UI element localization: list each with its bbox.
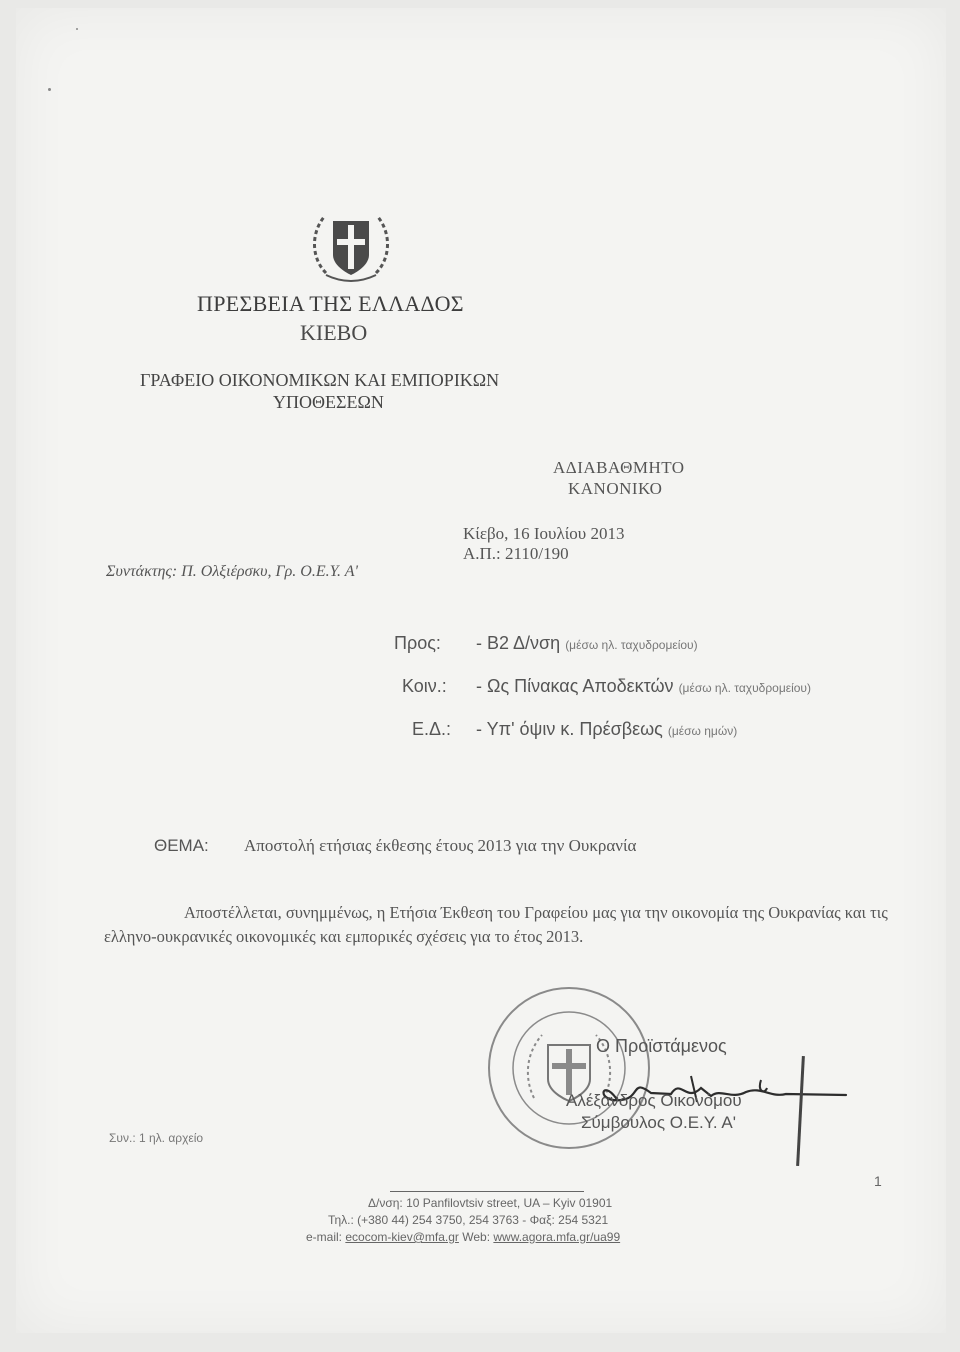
to-note: (μέσω ηλ. ταχυδρομείου) <box>565 638 698 652</box>
internal-distribution-label: Ε.Δ.: <box>412 719 452 739</box>
document-page <box>16 8 946 1333</box>
signatory-name: Αλέξανδρος Οικονόμου <box>566 1091 742 1110</box>
internal-note: (μέσω ημών) <box>667 724 738 738</box>
internal-distribution-value <box>476 719 737 740</box>
cc-recipient: - Ως Πίνακας Αποδεκτών <box>476 676 674 696</box>
protocol-number: Α.Π.: 2110/190 <box>463 544 569 563</box>
classification-priority: ΚΑΝΟΝΙΚΟ <box>568 479 663 498</box>
to-label: Προς: <box>394 633 441 653</box>
web-label: Web: <box>462 1230 491 1244</box>
to-value <box>476 633 698 654</box>
attachment-note: Συν.: 1 ηλ. αρχείο <box>109 1131 204 1145</box>
to-recipient: - Β2 Δ/νση <box>476 633 561 653</box>
scan-speck <box>48 88 51 91</box>
embassy-name: ΠΡΕΣΒΕΙΑ ΤΗΣ ΕΛΛΑΔΟΣ <box>197 291 464 316</box>
greek-coat-of-arms-icon <box>306 203 396 293</box>
cc-value <box>476 676 811 697</box>
internal-recipient: - Υπ' όψιν κ. Πρέσβεως <box>476 719 663 739</box>
signatory-role: Σύμβουλος Ο.Ε.Υ. Α' <box>581 1113 737 1132</box>
office-name-line1: ΓΡΑΦΕΙΟ ΟΙΚΟΝΟΜΙΚΩΝ ΚΑΙ ΕΜΠΟΡΙΚΩΝ <box>140 370 500 390</box>
email-link[interactable]: ecocom-kiev@mfa.gr <box>345 1230 459 1244</box>
body-paragraph-text: Αποστέλλεται, συνημμένως, η Ετήσια Έκθεση του Γραφείου μας για την οικονομία της Ουκρανίας και τις ελληνο-ουκρανικές οικονομικές και εμπορικές σχέσεις για το έτος 2013. <box>104 903 888 946</box>
scan-speck <box>76 28 78 30</box>
email-label: e-mail: <box>306 1230 343 1244</box>
footer-divider <box>390 1191 584 1192</box>
signatory-title: Ο Προϊστάμενος <box>596 1036 727 1056</box>
document-date: Κίεβο, 16 Ιουλίου 2013 <box>463 524 625 543</box>
office-name-line2: ΥΠΟΘΕΣΕΩΝ <box>273 392 384 412</box>
subject-label: ΘΕΜΑ: <box>154 836 209 855</box>
embassy-city: ΚΙΕΒΟ <box>300 320 368 345</box>
subject-text: Αποστολή ετήσιας έκθεσης έτους 2013 για την Ουκρανία <box>244 836 637 855</box>
cc-label: Κοιν.: <box>402 676 447 696</box>
page-number: 1 <box>874 1173 882 1189</box>
footer-contacts <box>306 1230 620 1244</box>
classification-level: ΑΔΙΑΒΑΘΜΗΤΟ <box>553 458 685 477</box>
body-paragraph <box>104 901 904 949</box>
web-link[interactable]: www.agora.mfa.gr/ua99 <box>493 1230 621 1244</box>
footer-address: Δ/νση: 10 Panfilovtsiv street, UA – Kyiv 01901 <box>368 1196 613 1210</box>
footer-phone: Τηλ.: (+380 44) 254 3750, 254 3763 - Φαξ: 254 5321 <box>328 1213 609 1227</box>
cc-note: (μέσω ηλ. ταχυδρομείου) <box>678 681 811 695</box>
author-line: Συντάκτης: Π. Ολξιέρσκυ, Γρ. Ο.Ε.Υ. Α' <box>106 563 358 580</box>
